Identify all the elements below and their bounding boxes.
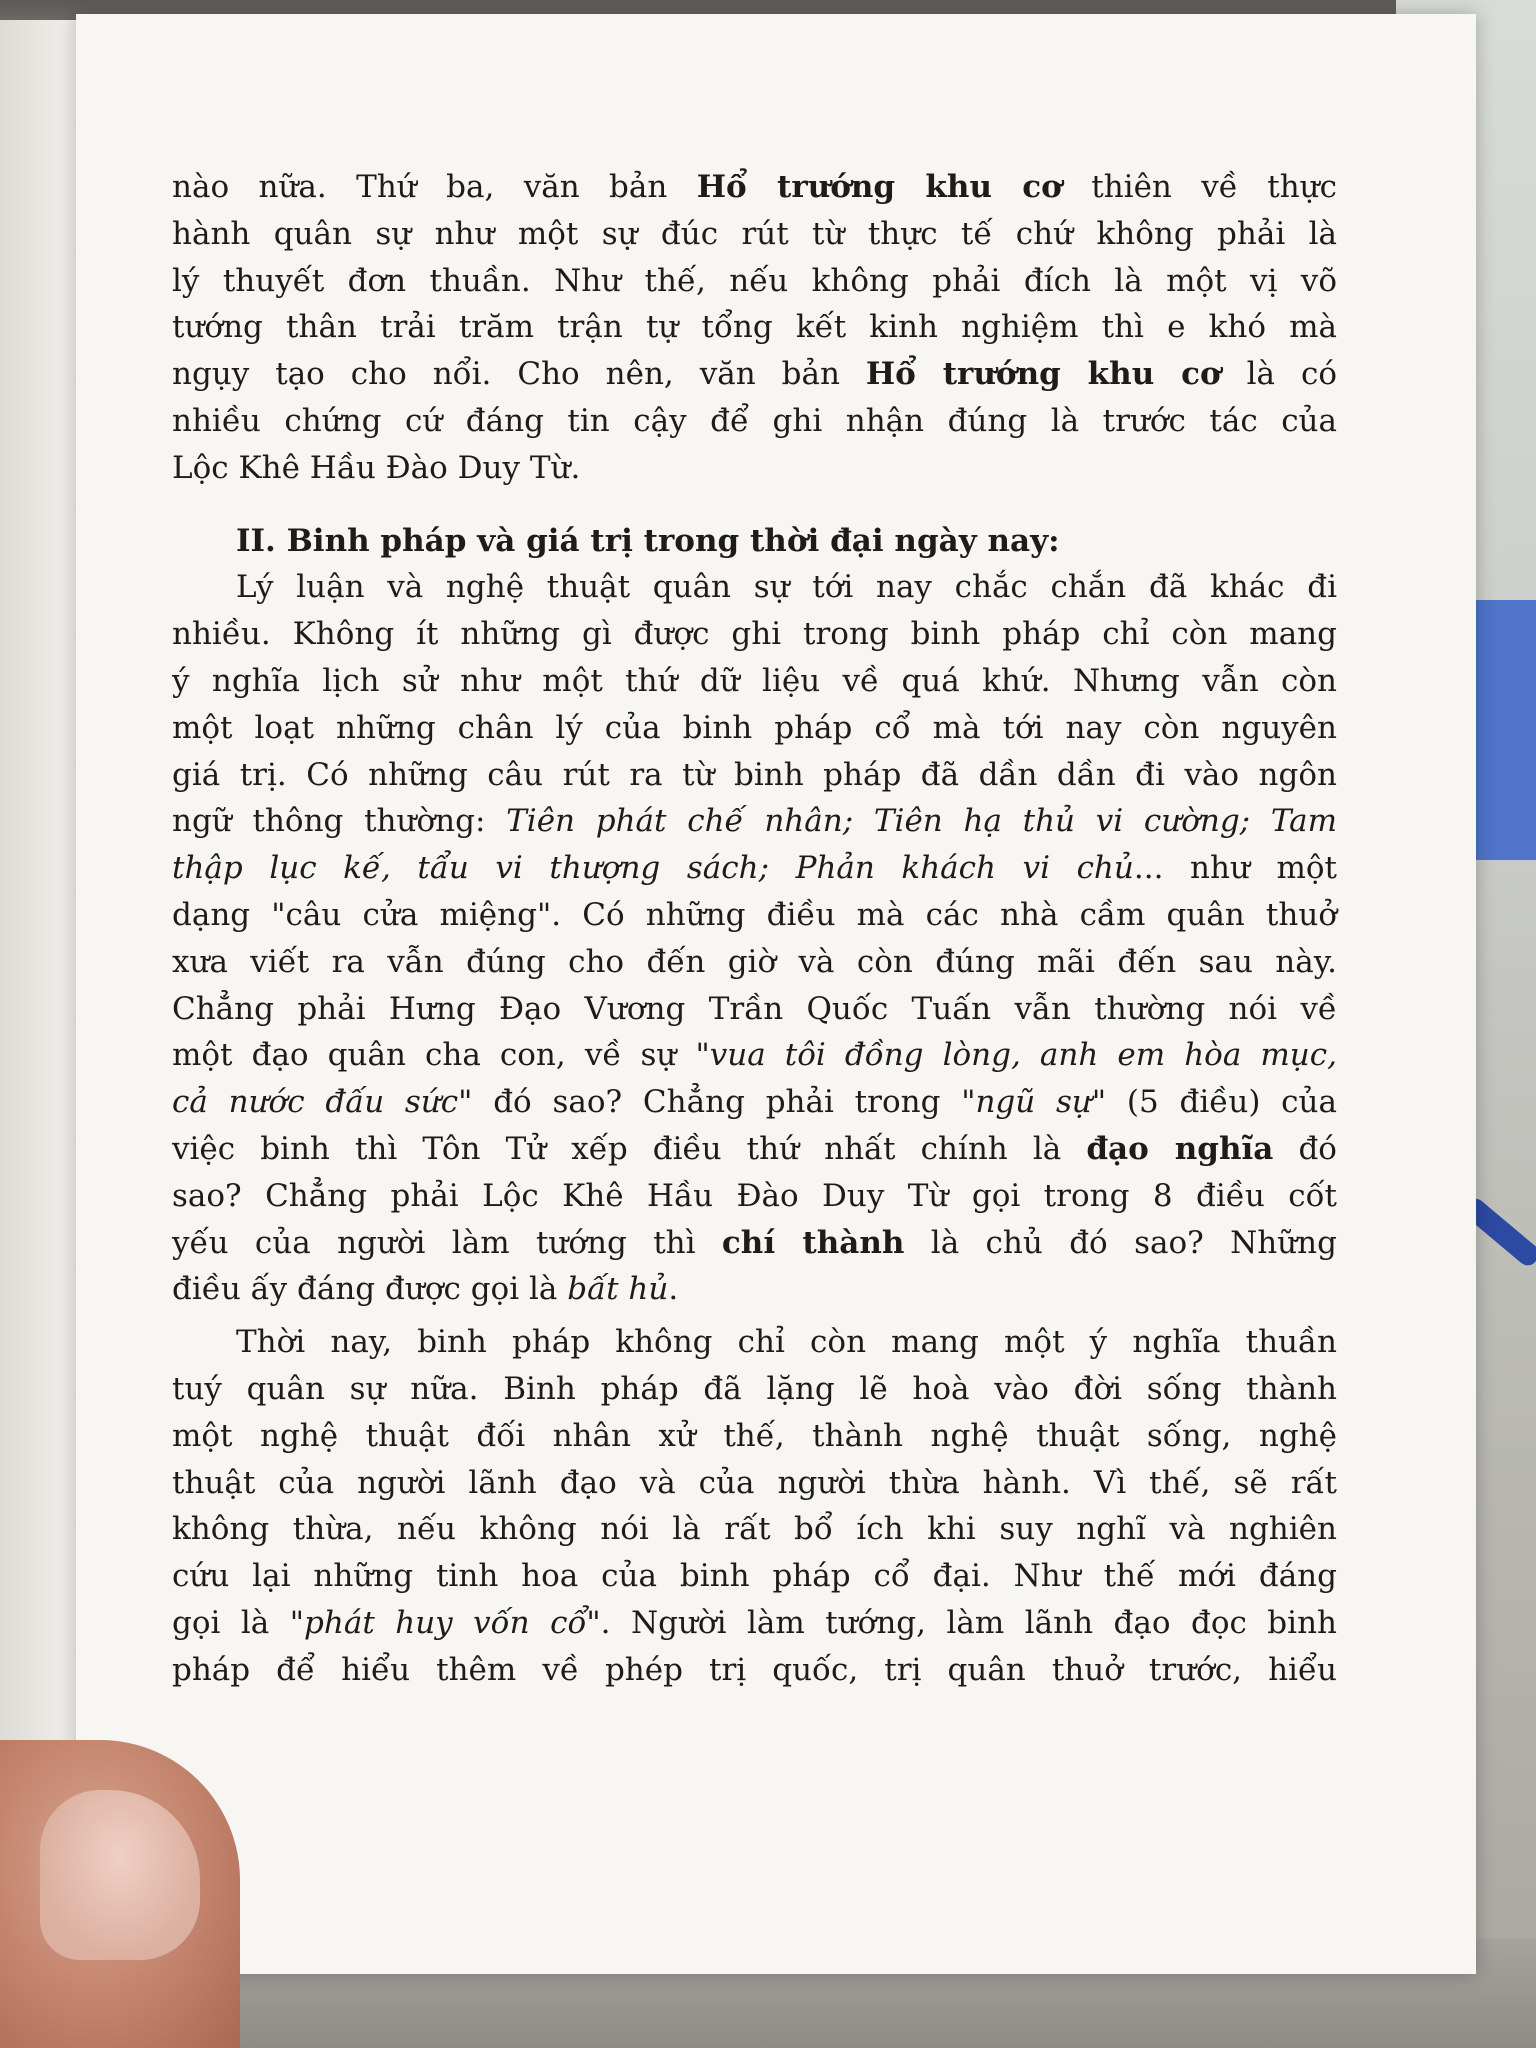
text-line: một nghệ thuật đối nhân xử thế, thành nghệ thuật sống, nghệ (172, 1417, 1337, 1454)
section-heading: II. Binh pháp và giá trị trong thời đại ngày nay: (236, 522, 1060, 559)
text-line: hành quân sự như một sự đúc rút từ thực tế chứ không phải là (172, 215, 1337, 252)
text-line: Lý luận và nghệ thuật quân sự tới nay chắc chắn đã khác đi (236, 569, 1337, 606)
text-line: nhiều chứng cứ đáng tin cậy để ghi nhận đúng là trước tác của (172, 402, 1337, 439)
text-line: Chẳng phải Hưng Đạo Vương Trần Quốc Tuấn vẫn thường nói về (172, 990, 1337, 1027)
text-line: một loạt những chân lý của binh pháp cổ mà tới nay còn nguyên (172, 709, 1337, 746)
text-line: ý nghĩa lịch sử như một thứ dữ liệu về quá khứ. Nhưng vẫn còn (172, 662, 1337, 699)
text-line: giá trị. Có những câu rút ra từ binh pháp đã dần dần đi vào ngôn (172, 756, 1337, 793)
text-line: nhiều. Không ít những gì được ghi trong binh pháp chỉ còn mang (172, 616, 1337, 653)
book-page (76, 14, 1476, 1974)
text-line: ngụy tạo cho nổi. Cho nên, văn bản Hổ trướng khu cơ là có (172, 356, 1337, 393)
text-line: thuật của người lãnh đạo và của người thừa hành. Vì thế, sẽ rất (172, 1464, 1337, 1501)
text-line: không thừa, nếu không nói là rất bổ ích khi suy nghĩ và nghiên (172, 1511, 1337, 1548)
text-line: Thời nay, binh pháp không chỉ còn mang một ý nghĩa thuần (236, 1324, 1337, 1361)
text-line: tướng thân trải trăm trận tự tổng kết kinh nghiệm thì e khó mà (172, 309, 1337, 346)
text-line: cứu lại những tinh hoa của binh pháp cổ đại. Như thế mới đáng (172, 1558, 1337, 1595)
text-line: gọi là "phát huy vốn cổ". Người làm tướng, làm lãnh đạo đọc binh (172, 1604, 1337, 1641)
text-line: lý thuyết đơn thuần. Như thế, nếu không phải đích là một vị võ (172, 262, 1337, 299)
previous-page-edge (0, 20, 80, 1920)
text-line: ngữ thông thường: Tiên phát chế nhân; Tiên hạ thủ vi cường; Tam (172, 803, 1337, 840)
text-line: Lộc Khê Hầu Đào Duy Từ. (172, 449, 581, 486)
text-line: điều ấy đáng được gọi là bất hủ. (172, 1271, 679, 1308)
text-line: tuý quân sự nữa. Binh pháp đã lặng lẽ hoà vào đời sống thành (172, 1370, 1337, 1407)
text-line: thập lục kế, tẩu vi thượng sách; Phản khách vi chủ... như một (172, 850, 1337, 887)
text-line: dạng "câu cửa miệng". Có những điều mà các nhà cầm quân thuở (172, 896, 1337, 933)
text-line: xưa viết ra vẫn đúng cho đến giờ và còn đúng mãi đến sau này. (172, 943, 1337, 980)
page-text (172, 164, 1337, 1694)
text-line: nào nữa. Thứ ba, văn bản Hổ trướng khu cơ thiên về thực (172, 169, 1337, 205)
text-line: việc binh thì Tôn Tử xếp điều thứ nhất chính là đạo nghĩa đó (172, 1130, 1337, 1167)
text-line: yếu của người làm tướng thì chí thành là chủ đó sao? Những (172, 1224, 1337, 1261)
text-line: một đạo quân cha con, về sự "vua tôi đồng lòng, anh em hòa mục, (172, 1037, 1337, 1074)
text-line: cả nước đấu sức" đó sao? Chẳng phải trong "ngũ sự" (5 điều) của (172, 1084, 1337, 1121)
text-line: pháp để hiểu thêm về phép trị quốc, trị quân thuở trước, hiểu (172, 1651, 1337, 1688)
text-line: sao? Chẳng phải Lộc Khê Hầu Đào Duy Từ gọi trong 8 điều cốt (172, 1177, 1337, 1214)
